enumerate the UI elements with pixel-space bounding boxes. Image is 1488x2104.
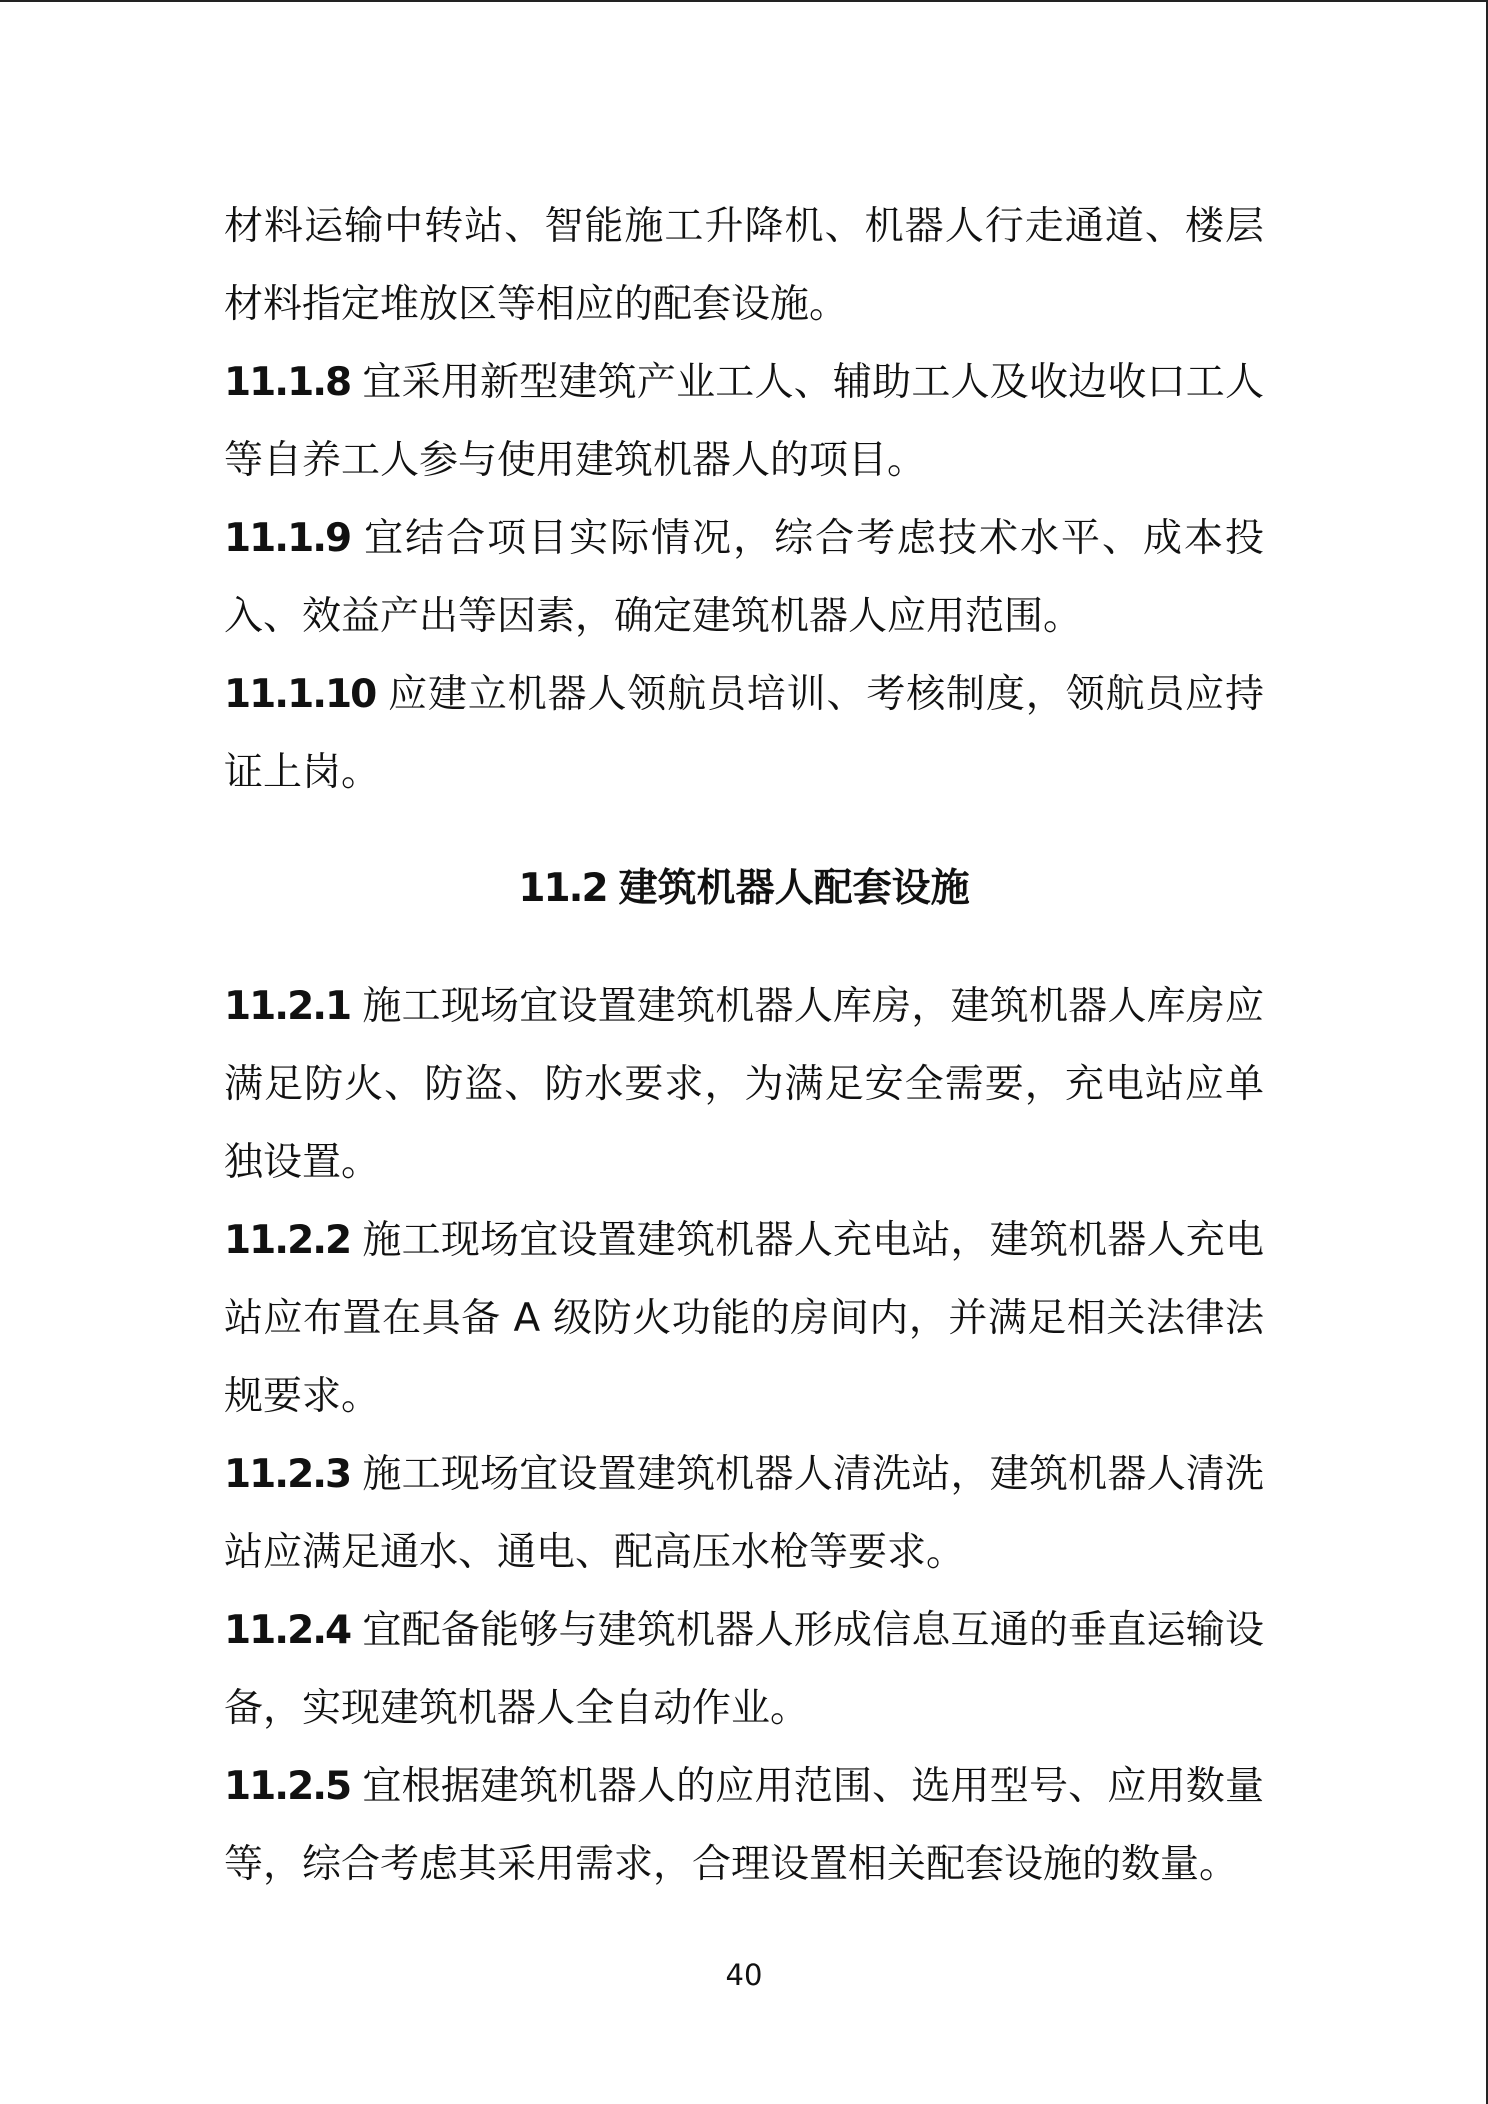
clause-number: 11.2.3 <box>224 1452 351 1497</box>
clause-11-2-1 <box>224 968 1264 1202</box>
page-number: 40 <box>725 1958 763 1992</box>
clause-number: 11.1.10 <box>224 672 376 717</box>
clause-text: 施工现场宜设置建筑机器人清洗站，建筑机器人清洗站应满足通水、通电、配高压水枪等要求。 <box>224 1452 1264 1575</box>
clause-11-1-8 <box>224 344 1264 500</box>
clause-11-2-5 <box>224 1748 1264 1904</box>
clause-11-2-3 <box>224 1436 1264 1592</box>
clause-11-2-4 <box>224 1592 1264 1748</box>
clause-text: 应建立机器人领航员培训、考核制度，领航员应持证上岗。 <box>224 672 1264 795</box>
paragraph-text: 材料运输中转站、智能施工升降机、机器人行走通道、楼层材料指定堆放区等相应的配套设施。 <box>224 204 1264 327</box>
clause-11-1-9 <box>224 500 1264 656</box>
paragraph-continuation <box>224 188 1264 344</box>
clause-text: 宜根据建筑机器人的应用范围、选用型号、应用数量等，综合考虑其采用需求，合理设置相关配套设施的数量。 <box>224 1764 1264 1887</box>
clause-text: 宜采用新型建筑产业工人、辅助工人及收边收口工人等自养工人参与使用建筑机器人的项目。 <box>224 360 1264 483</box>
section-heading <box>224 850 1264 928</box>
clause-text: 宜结合项目实际情况，综合考虑技术水平、成本投入、效益产出等因素，确定建筑机器人应用范围。 <box>224 516 1264 639</box>
clause-number: 11.2.4 <box>224 1608 351 1653</box>
clause-number: 11.1.9 <box>224 516 351 561</box>
clause-text: 施工现场宜设置建筑机器人库房，建筑机器人库房应满足防火、防盗、防水要求，为满足安全需要，充电站应单独设置。 <box>224 984 1264 1185</box>
clause-number: 11.1.8 <box>224 360 351 405</box>
clause-text: 施工现场宜设置建筑机器人充电站，建筑机器人充电站应布置在具备 A 级防火功能的房间内，并满足相关法律法规要求。 <box>224 1218 1264 1419</box>
clause-text: 宜配备能够与建筑机器人形成信息互通的垂直运输设备，实现建筑机器人全自动作业。 <box>224 1608 1264 1731</box>
clause-11-2-2 <box>224 1202 1264 1436</box>
page-content <box>224 188 1264 1904</box>
clause-number: 11.2.1 <box>224 984 351 1029</box>
section-number: 11.2 <box>518 866 607 911</box>
section-title: 建筑机器人配套设施 <box>618 866 970 911</box>
clause-11-1-10 <box>224 656 1264 812</box>
clause-number: 11.2.5 <box>224 1764 351 1809</box>
clause-number: 11.2.2 <box>224 1218 351 1263</box>
